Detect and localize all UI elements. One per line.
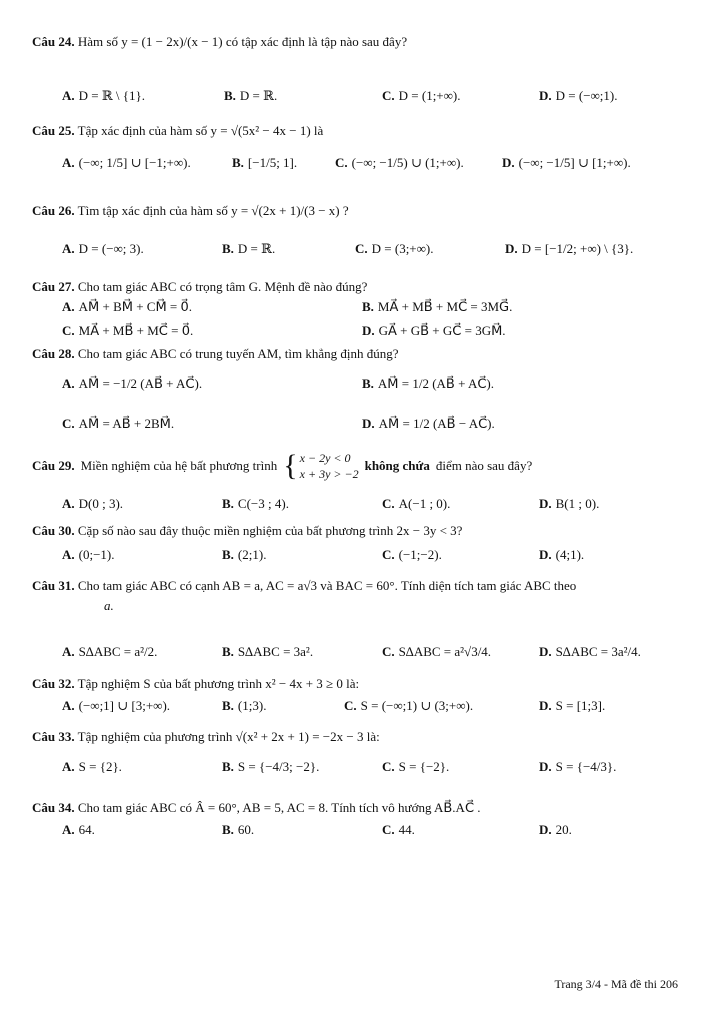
option-text: D = ℝ. (239, 88, 278, 103)
options-row (32, 376, 692, 406)
option-label: D. (539, 547, 552, 562)
option-label: A. (62, 299, 75, 314)
option-label: C. (335, 155, 348, 170)
option-text: D = ℝ. (237, 241, 276, 256)
option-label: D. (539, 644, 552, 659)
question-stem (32, 800, 692, 816)
options-row (32, 88, 692, 118)
option-label: C. (382, 496, 395, 511)
option-text: S = {−4/3; −2}. (237, 759, 320, 774)
question-text: Tập nghiệm của phương trình √(x² + 2x + 1) = −2x − 3 là: (77, 729, 380, 744)
question-text: Cho tam giác ABC có trung tuyến AM, tìm khẳng định đúng? (77, 346, 399, 361)
option-label: B. (222, 759, 234, 774)
option-label: C. (382, 759, 395, 774)
option-text: A(−1 ; 0). (398, 496, 451, 511)
option-text: (−∞; 1/5] ∪ [−1;+∞). (78, 155, 191, 170)
option-a[interactable] (62, 155, 191, 171)
option-text: D = [−1/2; +∞) \ {3}. (521, 241, 634, 256)
option-label: B. (224, 88, 236, 103)
question-stem (32, 523, 692, 539)
option-label: C. (344, 698, 357, 713)
option-text: MA⃗ + MB⃗ + MC⃗ = 0⃗. (78, 323, 194, 338)
option-text: 60. (237, 822, 255, 837)
option-label: C. (62, 323, 75, 338)
options-row (32, 547, 692, 577)
question-number: Câu 29. (32, 458, 75, 474)
brace-icon: { (283, 449, 298, 483)
option-d[interactable] (539, 496, 599, 512)
option-text: S = {2}. (78, 759, 122, 774)
option-b[interactable] (222, 759, 319, 775)
options-row (32, 644, 692, 674)
question-34 (32, 800, 692, 837)
option-a[interactable] (62, 822, 95, 838)
option-label: A. (62, 644, 75, 659)
option-a[interactable] (62, 88, 145, 104)
option-label: B. (222, 547, 234, 562)
question-stem (32, 123, 692, 139)
option-label: A. (62, 155, 75, 170)
option-text: S∆ABC = 3a². (237, 644, 314, 659)
option-c[interactable] (382, 496, 450, 512)
option-text: D(0 ; 3). (78, 496, 124, 511)
option-d[interactable] (539, 547, 584, 563)
question-number: Câu 32. (32, 676, 75, 691)
question-stem (32, 450, 692, 482)
option-label: C. (382, 88, 395, 103)
option-text: (−∞; −1/5] ∪ [1;+∞). (518, 155, 631, 170)
question-text: Tập nghiệm S của bất phương trình x² − 4x + 3 ≥ 0 là: (77, 676, 360, 691)
question-28 (32, 346, 692, 431)
option-b[interactable] (222, 241, 275, 257)
option-label: C. (62, 416, 75, 431)
option-label: B. (222, 241, 234, 256)
option-label: B. (222, 822, 234, 837)
option-b[interactable] (222, 547, 266, 563)
option-text: S = [1;3]. (555, 698, 606, 713)
option-label: B. (362, 299, 374, 314)
option-text: AM⃗ + BM⃗ + CM⃗ = 0⃗. (78, 299, 193, 314)
question-stem (32, 279, 692, 295)
question-30 (32, 523, 692, 562)
question-stem (32, 34, 692, 50)
question-stem (32, 578, 692, 594)
question-number: Câu 28. (32, 346, 75, 361)
option-label: B. (222, 496, 234, 511)
option-c[interactable] (382, 759, 449, 775)
question-number: Câu 27. (32, 279, 75, 294)
question-32 (32, 676, 692, 713)
option-a[interactable] (62, 241, 144, 257)
option-d[interactable] (539, 698, 605, 714)
question-number: Câu 30. (32, 523, 75, 538)
option-c[interactable] (62, 416, 174, 432)
question-25 (32, 123, 692, 170)
option-label: D. (539, 698, 552, 713)
option-text: (−∞; −1/5) ∪ (1;+∞). (351, 155, 464, 170)
page-footer: Trang 3/4 - Mã đề thi 206 (554, 977, 678, 991)
question-text-tail: điểm nào sau đây? (435, 458, 533, 474)
option-text: D = (1;+∞). (398, 88, 461, 103)
option-label: A. (62, 822, 75, 837)
options-row (32, 416, 692, 446)
option-label: A. (62, 376, 75, 391)
option-label: A. (62, 496, 75, 511)
option-a[interactable] (62, 759, 122, 775)
option-a[interactable] (62, 547, 115, 563)
option-text: D = ℝ \ {1}. (78, 88, 146, 103)
option-d[interactable] (539, 759, 616, 775)
question-stem (32, 203, 692, 219)
question-text: Miền nghiệm của hệ bất phương trình (80, 458, 278, 474)
question-text: Cho tam giác ABC có trọng tâm G. Mệnh đề nào đúng? (77, 279, 368, 294)
option-label: A. (62, 547, 75, 562)
option-b[interactable] (232, 155, 297, 171)
option-label: D. (539, 88, 552, 103)
option-label: C. (382, 547, 395, 562)
option-label: C. (355, 241, 368, 256)
option-b[interactable] (222, 496, 289, 512)
option-text: S = (−∞;1) ∪ (3;+∞). (360, 698, 474, 713)
option-d[interactable] (362, 323, 506, 339)
option-c[interactable] (382, 644, 491, 660)
option-b[interactable] (222, 822, 254, 838)
option-text: AM⃗ = 1/2 (AB⃗ − AC⃗). (378, 416, 495, 431)
option-text: (−∞;1] ∪ [3;+∞). (78, 698, 171, 713)
option-text: 64. (78, 822, 95, 837)
option-label: D. (362, 416, 375, 431)
option-label: C. (382, 822, 395, 837)
option-label: B. (222, 698, 234, 713)
option-text: [−1/5; 1]. (247, 155, 298, 170)
question-24 (32, 34, 692, 103)
option-b[interactable] (362, 376, 494, 392)
option-text: (0;−1). (78, 547, 115, 562)
question-text: Cặp số nào sau đây thuộc miền nghiệm của bất phương trình 2x − 3y < 3? (77, 523, 463, 538)
option-text: S = {−2}. (398, 759, 450, 774)
option-b[interactable] (222, 644, 313, 660)
option-text: AM⃗ = −1/2 (AB⃗ + AC⃗). (78, 376, 203, 391)
option-text: B(1 ; 0). (555, 496, 600, 511)
option-d[interactable] (505, 241, 633, 257)
options-row (32, 759, 692, 789)
option-label: A. (62, 88, 75, 103)
option-c[interactable] (382, 547, 442, 563)
option-text: 20. (555, 822, 572, 837)
option-label: C. (382, 644, 395, 659)
option-text: (2;1). (237, 547, 267, 562)
option-text: (1;3). (237, 698, 267, 713)
question-number: Câu 33. (32, 729, 75, 744)
option-label: D. (362, 323, 375, 338)
question-text: Tìm tập xác định của hàm số y = √(2x + 1)/(3 − x) ? (77, 203, 349, 218)
option-text: GA⃗ + GB⃗ + GC⃗ = 3GM⃗. (378, 323, 506, 338)
option-c[interactable] (344, 698, 473, 714)
option-b[interactable] (222, 698, 266, 714)
option-label: B. (222, 644, 234, 659)
question-text-continued: a. (104, 598, 114, 613)
option-label: D. (502, 155, 515, 170)
system-line: x − 2y < 0 (299, 451, 351, 465)
options-row (32, 241, 692, 271)
question-text: Cho tam giác ABC có cạnh AB = a, AC = a√3 và BAC = 60°. Tính diện tích tam giác ABC theo (77, 578, 577, 593)
option-a[interactable] (62, 299, 192, 315)
option-label: D. (539, 759, 552, 774)
option-a[interactable] (62, 644, 157, 660)
options-row (32, 698, 692, 728)
option-text: 44. (398, 822, 415, 837)
system-lines (300, 450, 359, 482)
option-label: D. (505, 241, 518, 256)
question-text: Tập xác định của hàm số y = √(5x² − 4x − 1) là (77, 123, 324, 138)
option-c[interactable] (355, 241, 433, 257)
option-text: S∆ABC = a²/2. (78, 644, 158, 659)
option-label: B. (232, 155, 244, 170)
question-stem (32, 346, 692, 362)
question-number: Câu 26. (32, 203, 75, 218)
question-number: Câu 25. (32, 123, 75, 138)
question-number: Câu 24. (32, 34, 75, 49)
option-c[interactable] (382, 822, 415, 838)
question-stem (32, 676, 692, 692)
question-26 (32, 203, 692, 256)
option-text: D = (−∞;1). (555, 88, 618, 103)
option-d[interactable] (362, 416, 495, 432)
option-text: AM⃗ = 1/2 (AB⃗ + AC⃗). (377, 376, 495, 391)
option-label: D. (539, 822, 552, 837)
system-line: x + 3y > −2 (299, 467, 359, 482)
question-31 (32, 578, 692, 659)
option-text: (4;1). (555, 547, 585, 562)
emphasis-text: không chứa (364, 458, 430, 474)
question-27 (32, 279, 692, 338)
option-text: C(−3 ; 4). (237, 496, 289, 511)
options-row (32, 822, 692, 852)
option-a[interactable] (62, 376, 202, 392)
option-label: A. (62, 241, 75, 256)
question-33 (32, 729, 692, 774)
question-number: Câu 31. (32, 578, 75, 593)
option-d[interactable] (539, 822, 572, 838)
option-label: D. (539, 496, 552, 511)
option-label: B. (362, 376, 374, 391)
option-a[interactable] (62, 496, 123, 512)
option-c[interactable] (382, 88, 460, 104)
question-text: Hàm số y = (1 − 2x)/(x − 1) có tập xác định là tập nào sau đây? (77, 34, 408, 49)
option-d[interactable] (539, 88, 617, 104)
option-d[interactable] (539, 644, 641, 660)
option-text: S∆ABC = a²√3/4. (398, 644, 492, 659)
option-label: A. (62, 759, 75, 774)
option-text: MA⃗ + MB⃗ + MC⃗ = 3MG⃗. (377, 299, 513, 314)
option-b[interactable] (224, 88, 277, 104)
option-c[interactable] (335, 155, 464, 171)
option-a[interactable] (62, 698, 170, 714)
option-label: A. (62, 698, 75, 713)
option-d[interactable] (502, 155, 631, 171)
inequality-system (283, 450, 358, 482)
option-text: D = (3;+∞). (371, 241, 434, 256)
option-c[interactable] (62, 323, 193, 339)
question-number: Câu 34. (32, 800, 75, 815)
options-row (32, 496, 692, 526)
option-b[interactable] (362, 299, 512, 315)
option-text: D = (−∞; 3). (78, 241, 144, 256)
question-text: Cho tam giác ABC có Â = 60°, AB = 5, AC = 8. Tính tích vô hướng AB⃗.AC⃗ . (77, 800, 481, 815)
options-row (32, 155, 692, 185)
question-stem (32, 729, 692, 745)
question-29 (32, 449, 692, 511)
option-text: (−1;−2). (398, 547, 442, 562)
option-text: S = {−4/3}. (555, 759, 617, 774)
option-text: S∆ABC = 3a²/4. (555, 644, 641, 659)
option-text: AM⃗ = AB⃗ + 2BM⃗. (78, 416, 175, 431)
